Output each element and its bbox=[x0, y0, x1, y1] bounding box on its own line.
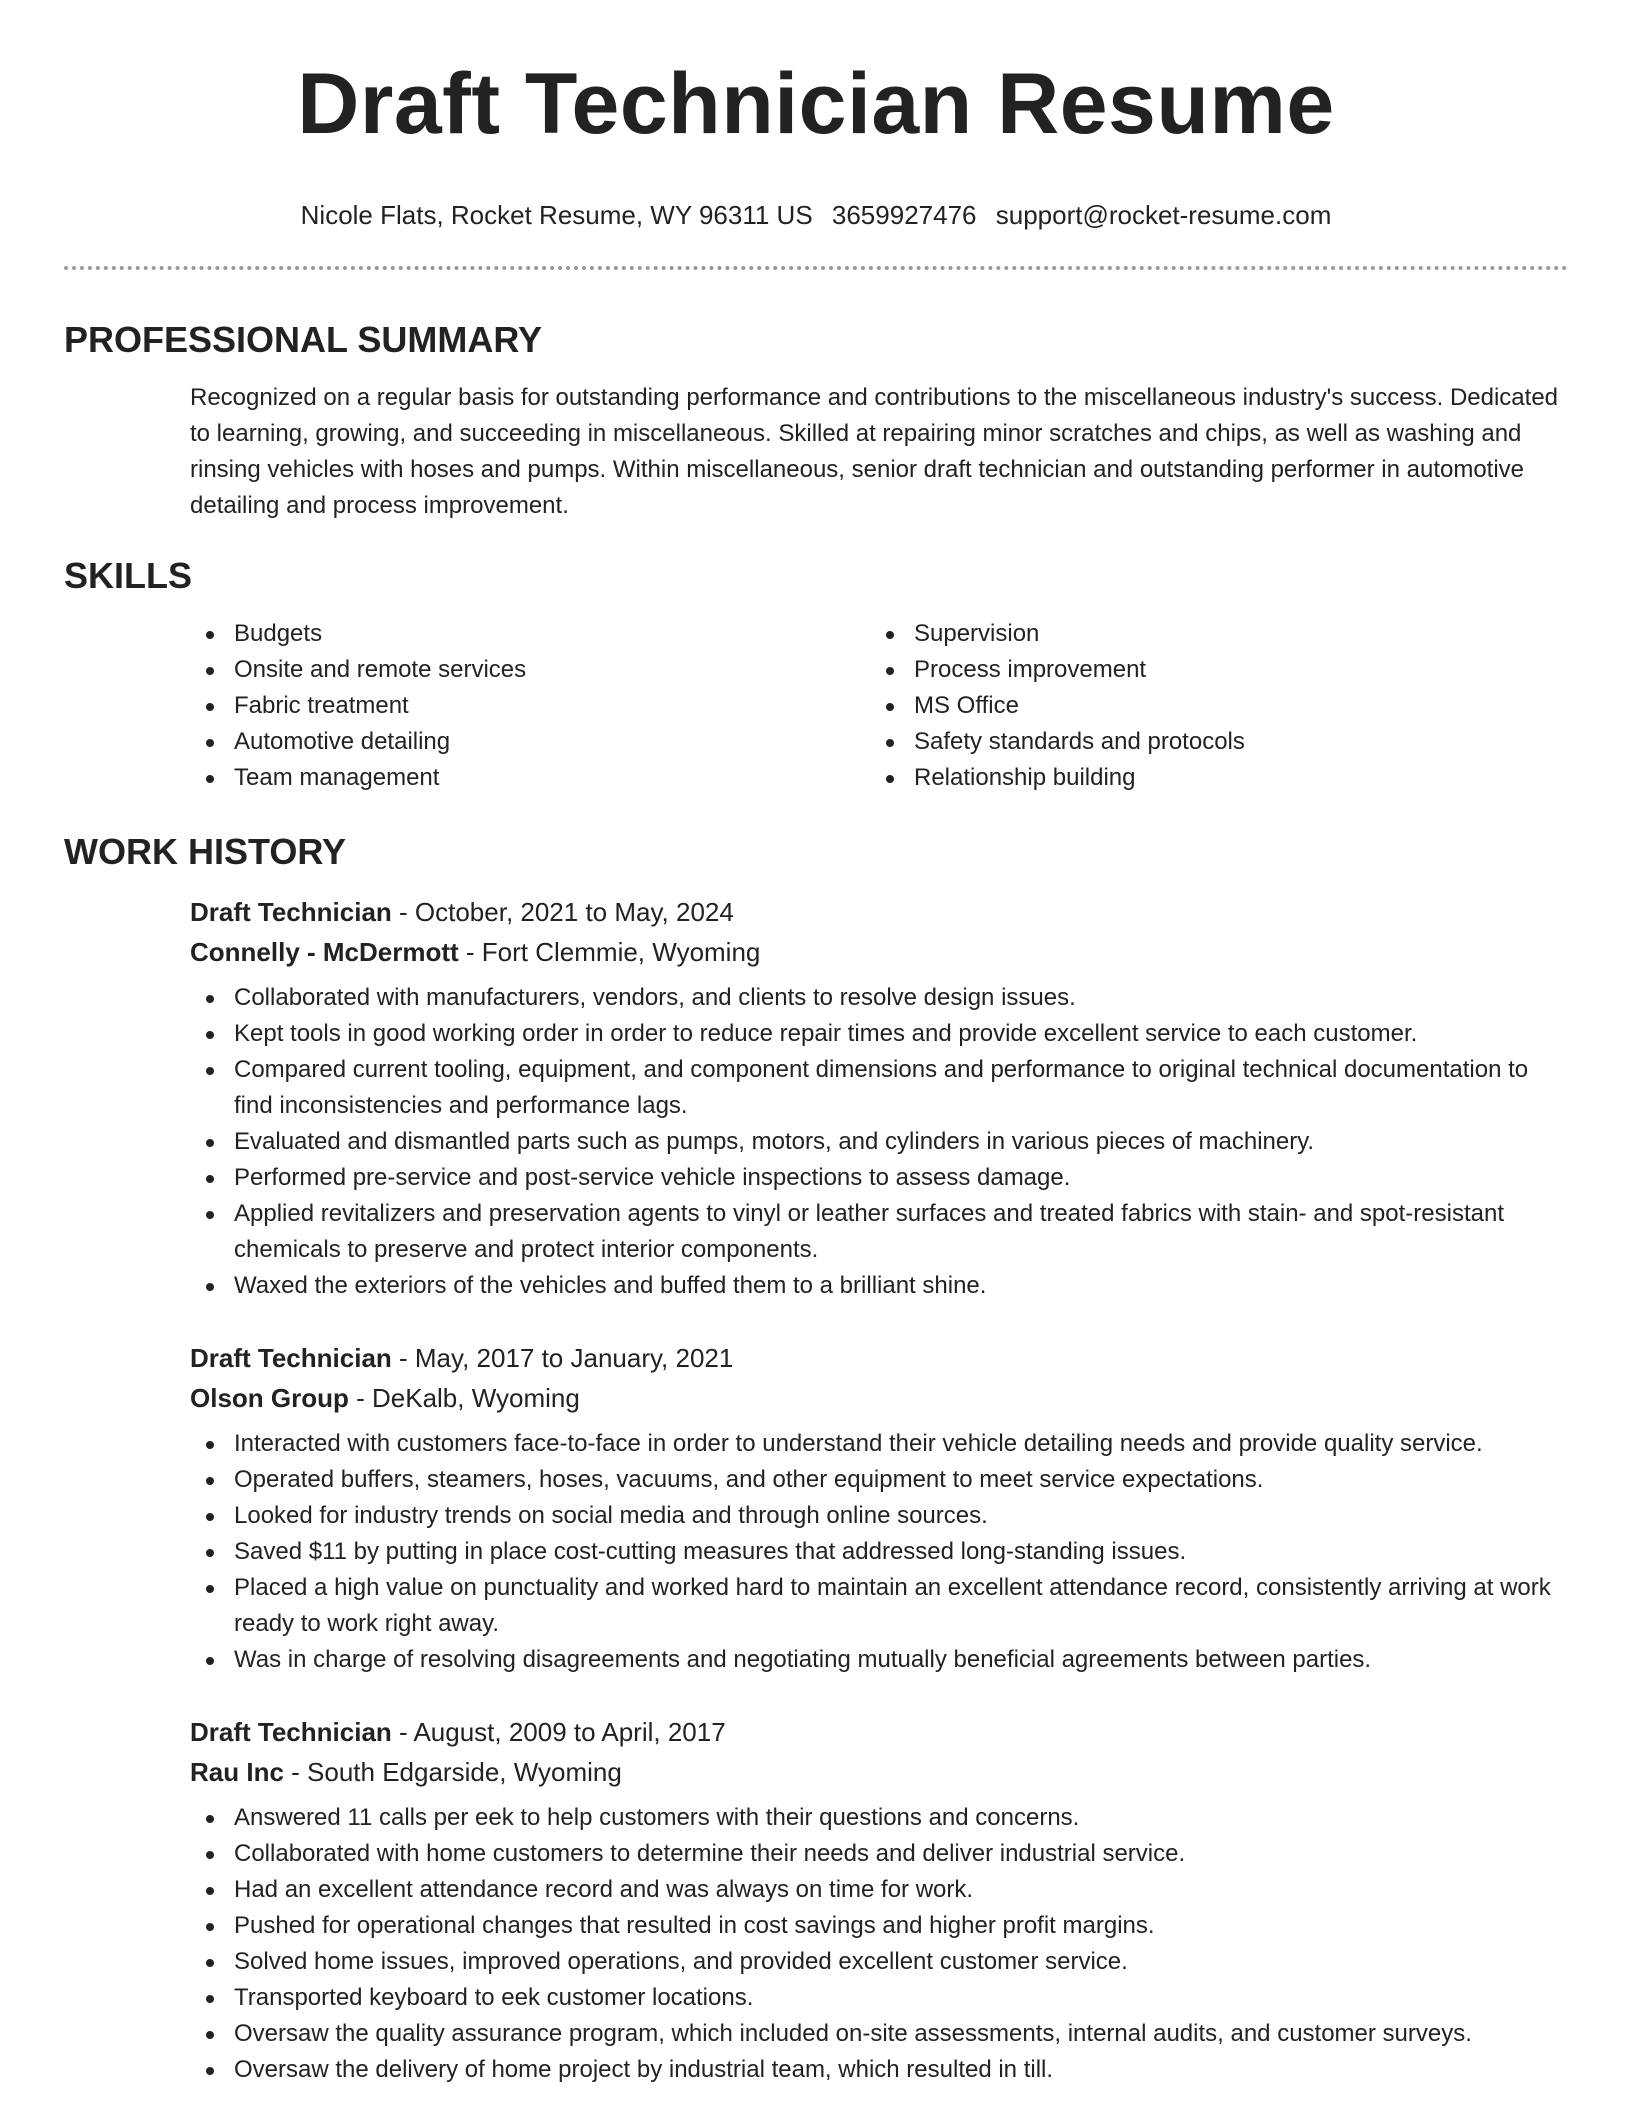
skills-column-left bbox=[190, 616, 870, 796]
job-entry bbox=[190, 892, 1568, 1304]
job-bullet: Oversaw the quality assurance program, which included on-site assessments, internal audits, and customer surveys. bbox=[190, 2016, 1568, 2052]
job-title: Draft Technician bbox=[190, 897, 392, 927]
contact-phone: 3659927476 bbox=[831, 200, 977, 230]
job-location: - DeKalb, Wyoming bbox=[348, 1383, 580, 1413]
job-bullet: Placed a high value on punctuality and worked hard to maintain an excellent attendance record, consistently arriving at work ready to work right away. bbox=[190, 1570, 1568, 1642]
job-bullet: Solved home issues, improved operations, and provided excellent customer service. bbox=[190, 1944, 1568, 1980]
job-bullet: Collaborated with home customers to determine their needs and deliver industrial service. bbox=[190, 1836, 1568, 1872]
job-company-line bbox=[190, 1752, 1568, 1792]
job-bullet: Collaborated with manufacturers, vendors, and clients to resolve design issues. bbox=[190, 980, 1568, 1016]
job-bullet: Had an excellent attendance record and was always on time for work. bbox=[190, 1872, 1568, 1908]
skill-item: MS Office bbox=[870, 688, 1550, 724]
summary-section bbox=[64, 318, 1568, 524]
job-title-line bbox=[190, 1338, 1568, 1378]
job-bullet: Compared current tooling, equipment, and component dimensions and performance to original technical documentation to find inconsistencies and performance lags. bbox=[190, 1052, 1568, 1124]
job-bullet: Pushed for operational changes that resulted in cost savings and higher profit margins. bbox=[190, 1908, 1568, 1944]
skills-column-right bbox=[870, 616, 1550, 796]
skills-section bbox=[64, 554, 1568, 796]
job-company-line bbox=[190, 1378, 1568, 1418]
skill-item: Automotive detailing bbox=[190, 724, 870, 760]
skills-heading: SKILLS bbox=[64, 555, 193, 596]
header-divider bbox=[64, 266, 1568, 270]
job-location: - South Edgarside, Wyoming bbox=[283, 1757, 622, 1787]
contact-address: Nicole Flats, Rocket Resume, WY 96311 US bbox=[300, 200, 813, 230]
skill-item: Supervision bbox=[870, 616, 1550, 652]
job-dates: - August, 2009 to April, 2017 bbox=[391, 1717, 726, 1747]
job-title: Draft Technician bbox=[190, 1717, 392, 1747]
skill-item: Team management bbox=[190, 760, 870, 796]
contact-email: support@rocket-resume.com bbox=[995, 200, 1332, 230]
job-company: Connelly - McDermott bbox=[190, 937, 459, 967]
job-title-line bbox=[190, 1712, 1568, 1752]
job-bullet: Performed pre-service and post-service vehicle inspections to assess damage. bbox=[190, 1160, 1568, 1196]
job-dates: - October, 2021 to May, 2024 bbox=[391, 897, 734, 927]
job-bullet: Answered 11 calls per eek to help customers with their questions and concerns. bbox=[190, 1800, 1568, 1836]
job-bullet: Looked for industry trends on social media and through online sources. bbox=[190, 1498, 1568, 1534]
job-bullet: Operated buffers, steamers, hoses, vacuums, and other equipment to meet service expectations. bbox=[190, 1462, 1568, 1498]
job-entry bbox=[190, 1712, 1568, 2088]
job-bullet: Waxed the exteriors of the vehicles and buffed them to a brilliant shine. bbox=[190, 1268, 1568, 1304]
job-entry bbox=[190, 1338, 1568, 1678]
skill-item: Onsite and remote services bbox=[190, 652, 870, 688]
job-bullet: Was in charge of resolving disagreements and negotiating mutually beneficial agreements between parties. bbox=[190, 1642, 1568, 1678]
job-bullet: Kept tools in good working order in order to reduce repair times and provide excellent service to each customer. bbox=[190, 1016, 1568, 1052]
job-title-line bbox=[190, 892, 1568, 932]
work-history-section bbox=[64, 830, 1568, 2088]
skill-item: Process improvement bbox=[870, 652, 1550, 688]
job-dates: - May, 2017 to January, 2021 bbox=[391, 1343, 734, 1373]
job-bullet: Oversaw the delivery of home project by industrial team, which resulted in till. bbox=[190, 2052, 1568, 2088]
job-bullets bbox=[190, 1426, 1568, 1678]
job-bullet: Applied revitalizers and preservation agents to vinyl or leather surfaces and treated fabrics with stain- and spot-resistant chemicals to preserve and protect interior components. bbox=[190, 1196, 1568, 1268]
job-bullets bbox=[190, 1800, 1568, 2088]
resume-title: Draft Technician Resume bbox=[297, 56, 1335, 152]
job-bullet: Evaluated and dismantled parts such as pumps, motors, and cylinders in various pieces of machinery. bbox=[190, 1124, 1568, 1160]
skill-item: Budgets bbox=[190, 616, 870, 652]
job-location: - Fort Clemmie, Wyoming bbox=[458, 937, 761, 967]
job-company: Rau Inc bbox=[190, 1757, 284, 1787]
summary-text: Recognized on a regular basis for outstanding performance and contributions to the miscellaneous industry's success. Dedicated to learning, growing, and succeeding in miscellaneous. Skilled at repairing minor scratches and chips, as well as washing and rinsing vehicles with hoses and pumps. Within miscellaneous, senior draft technician and outstanding performer in automotive detailing and process improvement. bbox=[190, 384, 1559, 519]
contact-line bbox=[64, 198, 1568, 232]
job-company: Olson Group bbox=[190, 1383, 349, 1413]
job-title: Draft Technician bbox=[190, 1343, 392, 1373]
job-company-line bbox=[190, 932, 1568, 972]
summary-heading: PROFESSIONAL SUMMARY bbox=[64, 319, 543, 360]
skill-item: Safety standards and protocols bbox=[870, 724, 1550, 760]
job-bullet: Transported keyboard to eek customer locations. bbox=[190, 1980, 1568, 2016]
job-bullet: Saved $11 by putting in place cost-cutting measures that addressed long-standing issues. bbox=[190, 1534, 1568, 1570]
job-bullet: Interacted with customers face-to-face in order to understand their vehicle detailing needs and provide quality service. bbox=[190, 1426, 1568, 1462]
work-history-heading: WORK HISTORY bbox=[64, 831, 347, 872]
skills-grid bbox=[190, 616, 1568, 796]
job-bullets bbox=[190, 980, 1568, 1304]
skill-item: Relationship building bbox=[870, 760, 1550, 796]
skill-item: Fabric treatment bbox=[190, 688, 870, 724]
